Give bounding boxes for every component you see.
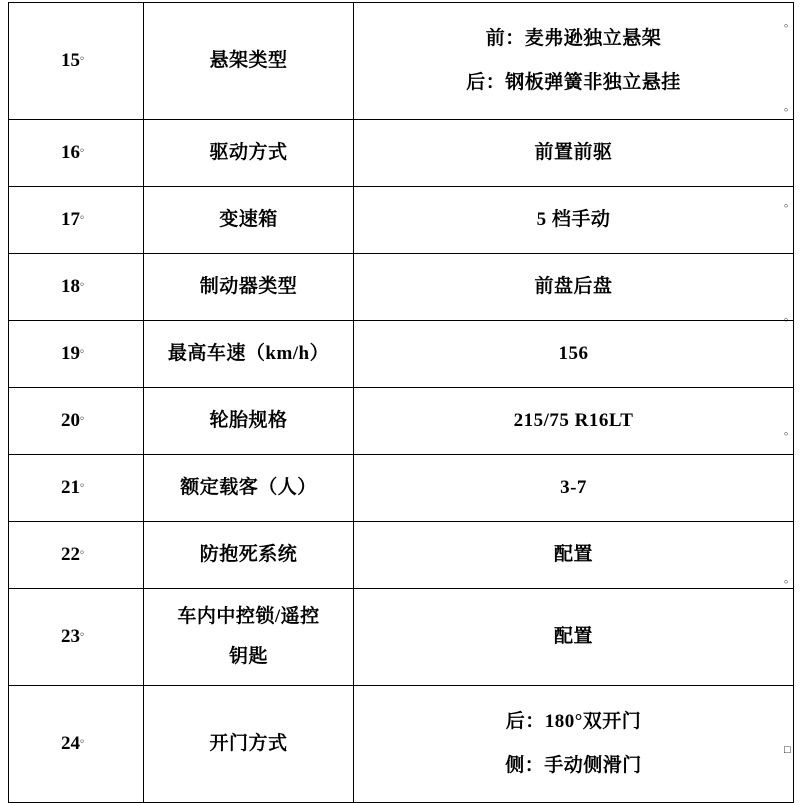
table-row — [9, 120, 794, 187]
row-name-cell — [144, 254, 354, 321]
row-value-cell — [354, 321, 794, 388]
page-edge-mark-icon: □ — [784, 744, 791, 756]
edit-mark-icon: 。 — [80, 342, 91, 355]
row-index-cell — [9, 388, 144, 455]
row-value-line: 前盘后盘 — [534, 276, 613, 298]
row-value-cell — [354, 187, 794, 254]
row-index-cell — [9, 455, 144, 522]
page-edge-mark-icon: 。 — [784, 101, 795, 113]
row-value-line: 后：钢板弹簧非独立悬挂 — [466, 72, 681, 93]
row-value-line: 后：180°双开门 — [505, 711, 642, 733]
row-index: 16 — [61, 142, 80, 164]
row-index-cell — [9, 686, 144, 803]
row-name-line: 额定载客（人） — [180, 477, 317, 499]
table-row — [9, 388, 794, 455]
row-name-line: 钥匙 — [228, 646, 268, 667]
edit-mark-icon: 。 — [80, 141, 91, 154]
table-row — [9, 589, 794, 686]
table-row — [9, 686, 794, 803]
row-name-line: 防抱死系统 — [199, 544, 298, 566]
row-index: 15 — [61, 50, 80, 72]
edit-mark-icon: 。 — [80, 625, 91, 638]
row-value-line: 配置 — [553, 626, 593, 648]
row-name-line: 最高车速（km/h） — [167, 343, 330, 365]
table-row — [9, 522, 794, 589]
page-edge-mark-icon: 。 — [784, 311, 795, 323]
row-index-cell — [9, 321, 144, 388]
row-value-cell — [354, 3, 794, 120]
table-body — [9, 3, 794, 803]
row-index: 22 — [61, 544, 80, 566]
row-name-line: 开门方式 — [209, 733, 288, 755]
row-value-line: 前置前驱 — [534, 142, 613, 164]
row-index: 23 — [61, 626, 80, 648]
row-name-line: 变速箱 — [219, 209, 278, 231]
row-index-cell — [9, 589, 144, 686]
row-name-cell — [144, 3, 354, 120]
row-index-cell — [9, 254, 144, 321]
row-name-cell — [144, 187, 354, 254]
row-value-cell — [354, 522, 794, 589]
row-value-line: 前：麦弗逊独立悬架 — [485, 28, 662, 50]
row-name-cell — [144, 321, 354, 388]
row-index: 24 — [61, 733, 80, 755]
row-name-cell — [144, 455, 354, 522]
edit-mark-icon: 。 — [80, 409, 91, 422]
document-page — [0, 2, 800, 776]
page-edge-mark-icon: 。 — [784, 573, 795, 585]
row-index-cell — [9, 3, 144, 120]
table-row — [9, 254, 794, 321]
edit-mark-icon: 。 — [80, 208, 91, 221]
row-name-line: 悬架类型 — [209, 50, 288, 72]
row-value-line: 215/75 R16LT — [513, 410, 634, 432]
page-edge-mark-icon: 。 — [784, 197, 795, 209]
row-value-line: 配置 — [553, 544, 593, 566]
row-value-cell — [354, 120, 794, 187]
row-name-cell — [144, 388, 354, 455]
row-name-cell — [144, 522, 354, 589]
row-name-line: 驱动方式 — [209, 142, 288, 164]
table-row — [9, 321, 794, 388]
row-index: 20 — [61, 410, 80, 432]
row-value-cell — [354, 686, 794, 803]
edit-mark-icon: 。 — [80, 275, 91, 288]
edit-mark-icon: 。 — [80, 476, 91, 489]
row-name-line: 轮胎规格 — [209, 410, 288, 432]
row-name-line: 制动器类型 — [199, 276, 298, 298]
row-value-line: 侧：手动侧滑门 — [505, 755, 642, 776]
page-edge-mark-icon: 。 — [784, 17, 795, 29]
row-index: 21 — [61, 477, 80, 499]
row-value-cell — [354, 254, 794, 321]
row-value-cell — [354, 455, 794, 522]
row-index-cell — [9, 120, 144, 187]
row-name-line: 车内中控锁/遥控 — [177, 606, 320, 628]
row-name-cell — [144, 686, 354, 803]
row-value-line: 156 — [558, 343, 589, 365]
row-index: 17 — [61, 209, 80, 231]
table-row — [9, 187, 794, 254]
row-index-cell — [9, 522, 144, 589]
row-index: 19 — [61, 343, 80, 365]
vehicle-spec-table — [8, 2, 794, 803]
row-value-line: 3-7 — [560, 477, 587, 499]
row-value-cell — [354, 589, 794, 686]
edit-mark-icon: 。 — [80, 543, 91, 556]
row-index: 18 — [61, 276, 80, 298]
table-row — [9, 3, 794, 120]
row-index-cell — [9, 187, 144, 254]
edit-mark-icon: 。 — [80, 49, 91, 62]
table-row — [9, 455, 794, 522]
row-value-line: 5 档手动 — [536, 209, 611, 231]
row-name-cell — [144, 589, 354, 686]
row-name-cell — [144, 120, 354, 187]
edit-mark-icon: 。 — [80, 732, 91, 745]
row-value-cell — [354, 388, 794, 455]
page-edge-mark-icon: 。 — [784, 425, 795, 437]
